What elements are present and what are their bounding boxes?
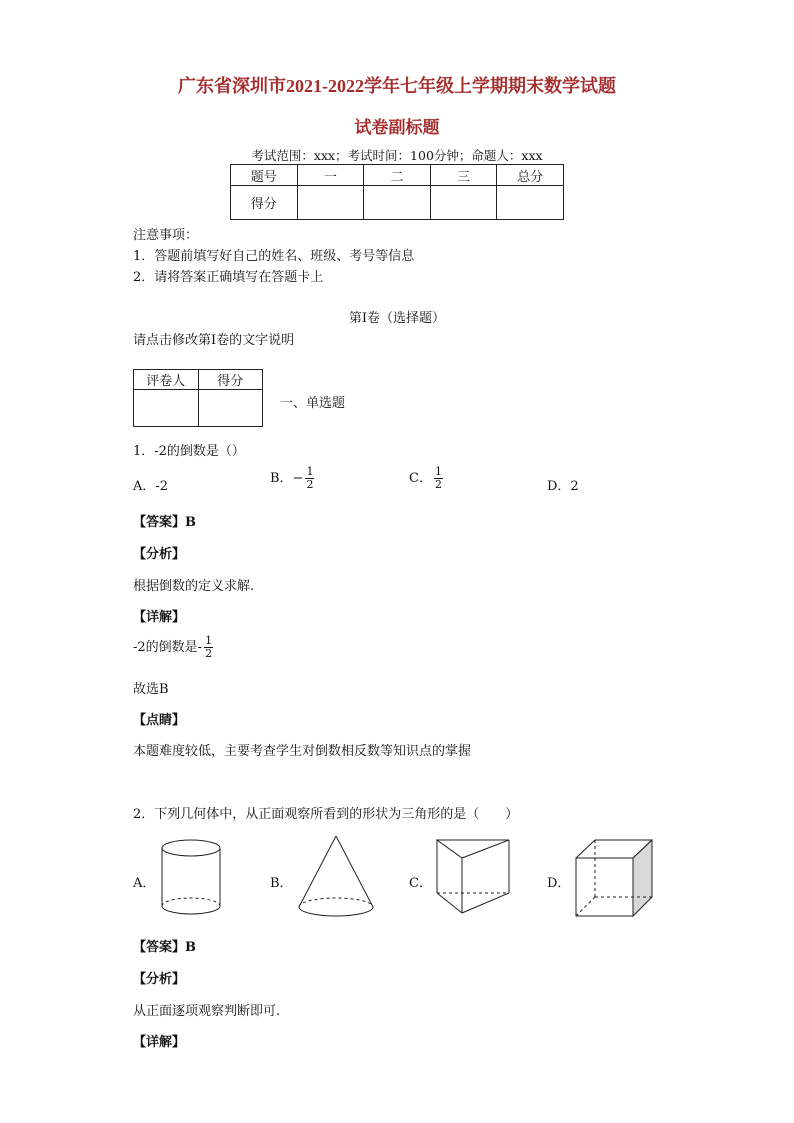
fraction-denominator: 2 (434, 478, 442, 491)
score-row-label: 得分 (231, 186, 298, 220)
notice-heading: 注意事项： (133, 228, 199, 243)
cube-icon (574, 838, 656, 920)
exam-subtitle: 试卷副标题 (354, 118, 440, 138)
grader-table-header: 得分 (198, 370, 263, 390)
fraction-denominator: 2 (205, 647, 213, 660)
q1-option-c (409, 466, 443, 491)
fraction-numerator: 1 (306, 465, 314, 478)
q1-option-a: A．-2 (133, 479, 169, 494)
notice-item: 2．请将答案正确填写在答题卡上 (133, 270, 324, 285)
cylinder-icon (160, 838, 222, 918)
question-1-stem: 1．-2的倒数是（） (133, 444, 245, 459)
q2-option-d-label: D． (547, 876, 571, 891)
q1-analysis-label: 【分析】 (133, 547, 186, 562)
q2-detail-label: 【详解】 (133, 1035, 186, 1050)
q1-detail (133, 635, 213, 660)
q1-comment-label: 【点睛】 (133, 713, 186, 728)
q1-option-c-prefix: C． (409, 471, 432, 486)
q1-option-b (270, 466, 314, 491)
fraction-numerator: 1 (205, 634, 213, 647)
grader-cell (198, 390, 263, 427)
score-table-header: 一 (297, 165, 364, 186)
grader-cell (134, 390, 199, 427)
score-table (230, 164, 564, 220)
q2-option-b-label: B． (270, 876, 293, 891)
score-table-header: 题号 (231, 165, 298, 186)
grader-table (133, 369, 263, 427)
q1-option-d: D．2 (547, 479, 579, 494)
fraction (434, 466, 443, 491)
q2-analysis: 从正面逐项观察判断即可. (133, 1004, 281, 1019)
q2-analysis-label: 【分析】 (133, 972, 186, 987)
q2-answer: 【答案】B (133, 940, 196, 955)
fraction (204, 635, 213, 660)
fraction-denominator: 2 (306, 478, 314, 491)
q1-comment: 本题难度较低，主要考查学生对倒数相反数等知识点的掌握 (133, 744, 472, 759)
part-title: 一、单选题 (280, 396, 346, 411)
score-cell (364, 186, 431, 220)
q1-detail-text: -2的倒数是- (133, 640, 203, 655)
exam-title: 广东省深圳市2021-2022学年七年级上学期期末数学试题 (178, 76, 616, 96)
q2-option-c-label: C． (409, 876, 432, 891)
triangular-prism-icon (435, 838, 511, 918)
notice-item: 1．答题前填写好自己的姓名、班级、考号等信息 (133, 249, 415, 264)
section-note: 请点击修改第I卷的文字说明 (133, 333, 295, 348)
fraction-numerator: 1 (434, 465, 442, 478)
score-table-header: 总分 (497, 165, 564, 186)
q1-detail-label: 【详解】 (133, 610, 186, 625)
grader-table-header: 评卷人 (134, 370, 199, 390)
cone-icon (296, 834, 376, 920)
q1-conclusion: 故选B (133, 682, 169, 697)
score-cell (430, 186, 497, 220)
question-2-stem: 2．下列几何体中，从正面观察所看到的形状为三角形的是（ ） (133, 807, 519, 822)
score-cell (297, 186, 364, 220)
q1-analysis: 根据倒数的定义求解. (133, 579, 255, 594)
fraction (305, 466, 314, 491)
q1-answer: 【答案】B (133, 515, 196, 530)
score-cell (497, 186, 564, 220)
section-title: 第I卷（选择题） (348, 311, 446, 326)
score-table-header: 二 (364, 165, 431, 186)
exam-meta: 考试范围：xxx；考试时间：100分钟；命题人：xxx (251, 148, 543, 163)
q2-option-a-label: A． (133, 876, 156, 891)
q1-option-b-prefix: B．− (270, 471, 304, 486)
score-table-header: 三 (430, 165, 497, 186)
